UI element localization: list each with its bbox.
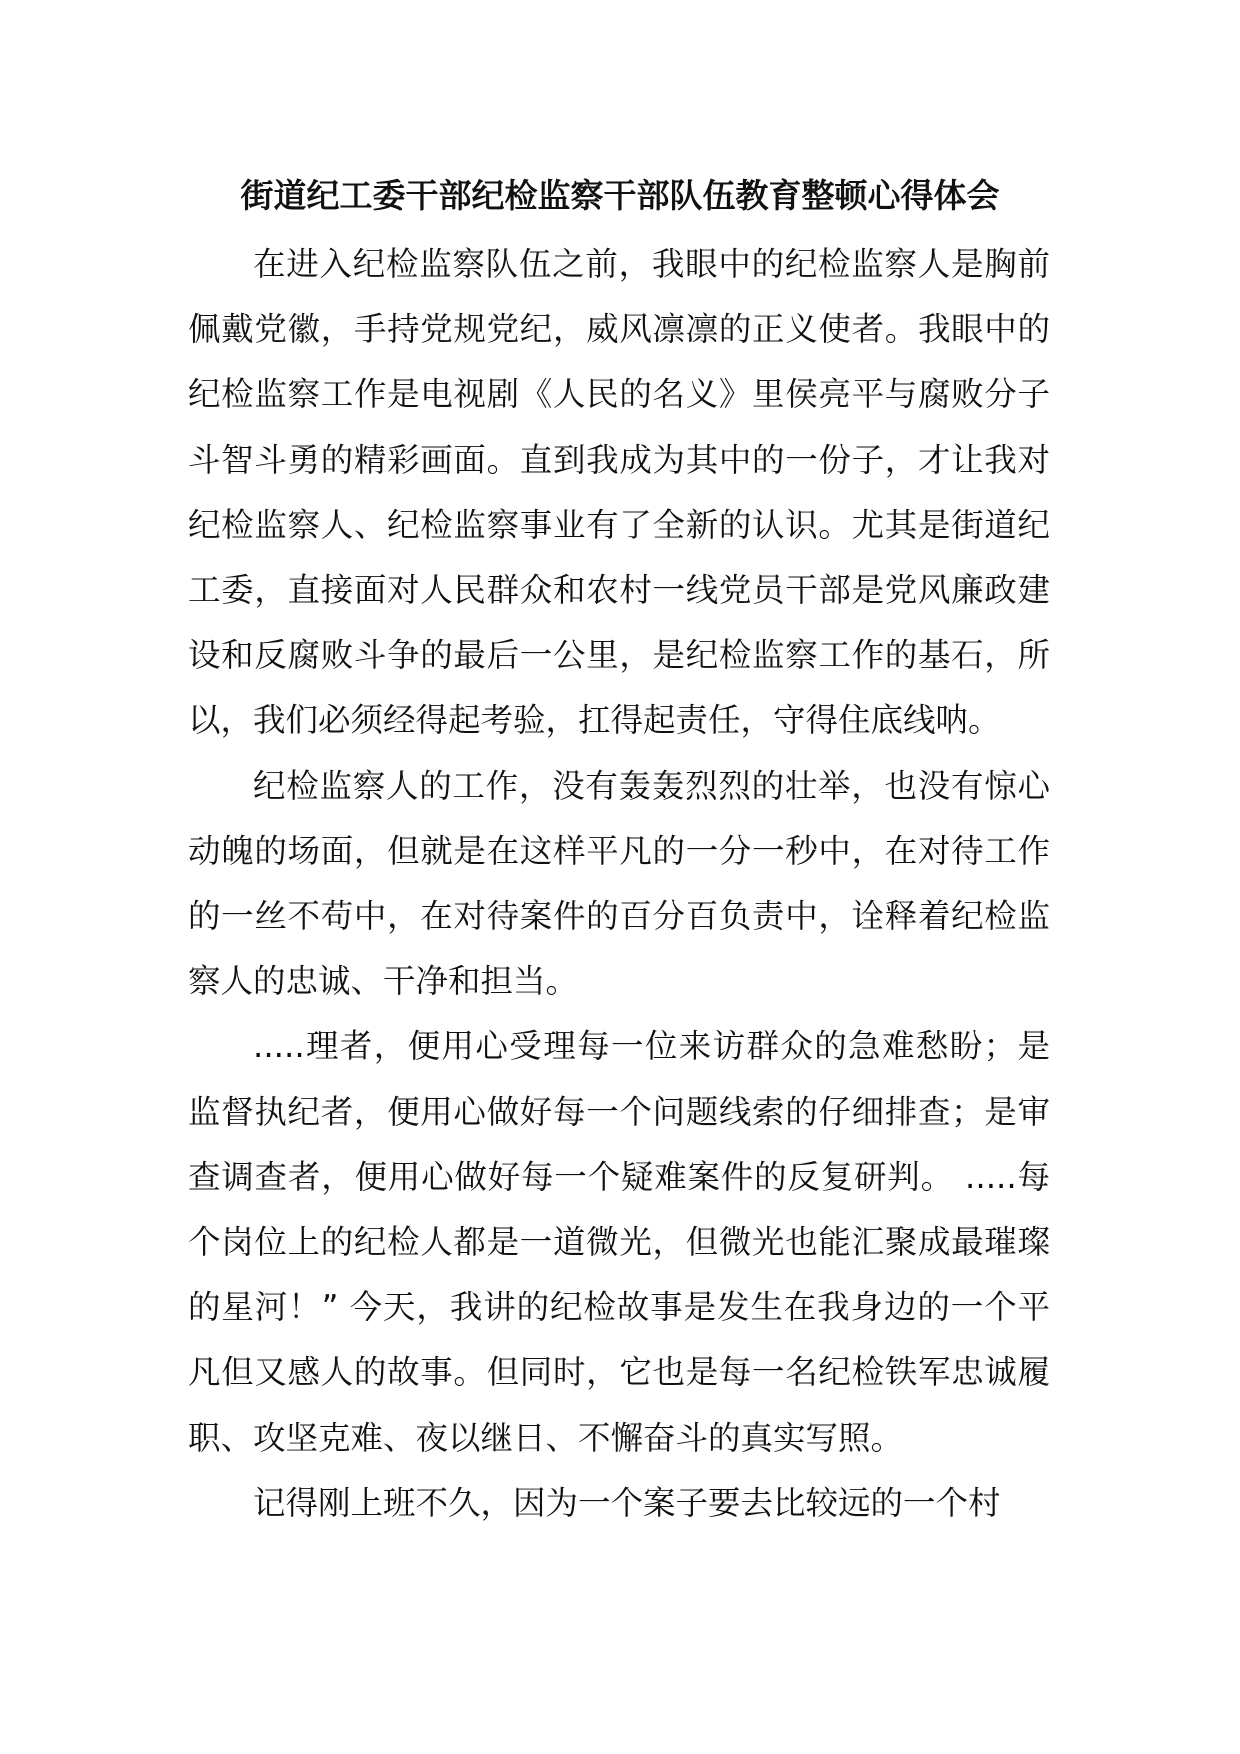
paragraph: 纪检监察人的工作，没有轰轰烈烈的壮举，也没有惊心动魄的场面，但就是在这样平凡的一分一秒中，在对待工作的一丝不苟中，在对待案件的百分百负责中，诠释着纪检监察人的忠诚、干净和担当。 [188, 766, 1050, 1001]
paragraph: 在进入纪检监察队伍之前，我眼中的纪检监察人是胸前佩戴党徽，手持党规党纪，威风凛凛的正义使者。我眼中的纪检监察工作是电视剧《人民的名义》里侯亮平与腐败分子斗智斗勇的精彩画面。直到我成为其中的一份子，才让我对纪检监察人、纪检监察事业有了全新的认识。尤其是街道纪工委，直接面对人民群众和农村一线党员干部是党风廉政建设和反腐败斗争的最后一公里，是纪检监察工作的基石，所以，我们必须经得起考验，扛得起责任，守得住底线呐。 [188, 245, 1050, 740]
paragraph: 记得刚上班不久，因为一个案子要去比较远的一个村 [253, 1483, 1001, 1522]
document-title: 街道纪工委干部纪检监察干部队伍教育整顿心得体会 [240, 176, 1000, 215]
paragraph: .....理者，便用心受理每一位来访群众的急难愁盼；是监督执纪者，便用心做好每一个问题线索的仔细排查；是审查调查者，便用心做好每一个疑难案件的反复研判。 .....每个岗位上的纪检人都是一道微光，但微光也能汇聚成最璀璨的星河！” 今天，我讲的纪检故事是发生在我身边的一个平凡但又感人的故事。但同时，它也是每一名纪检铁军忠诚履职、攻坚克难、夜以继日、不懈奋斗的真实写照。 [188, 1027, 1050, 1457]
document-body [188, 232, 1050, 1536]
